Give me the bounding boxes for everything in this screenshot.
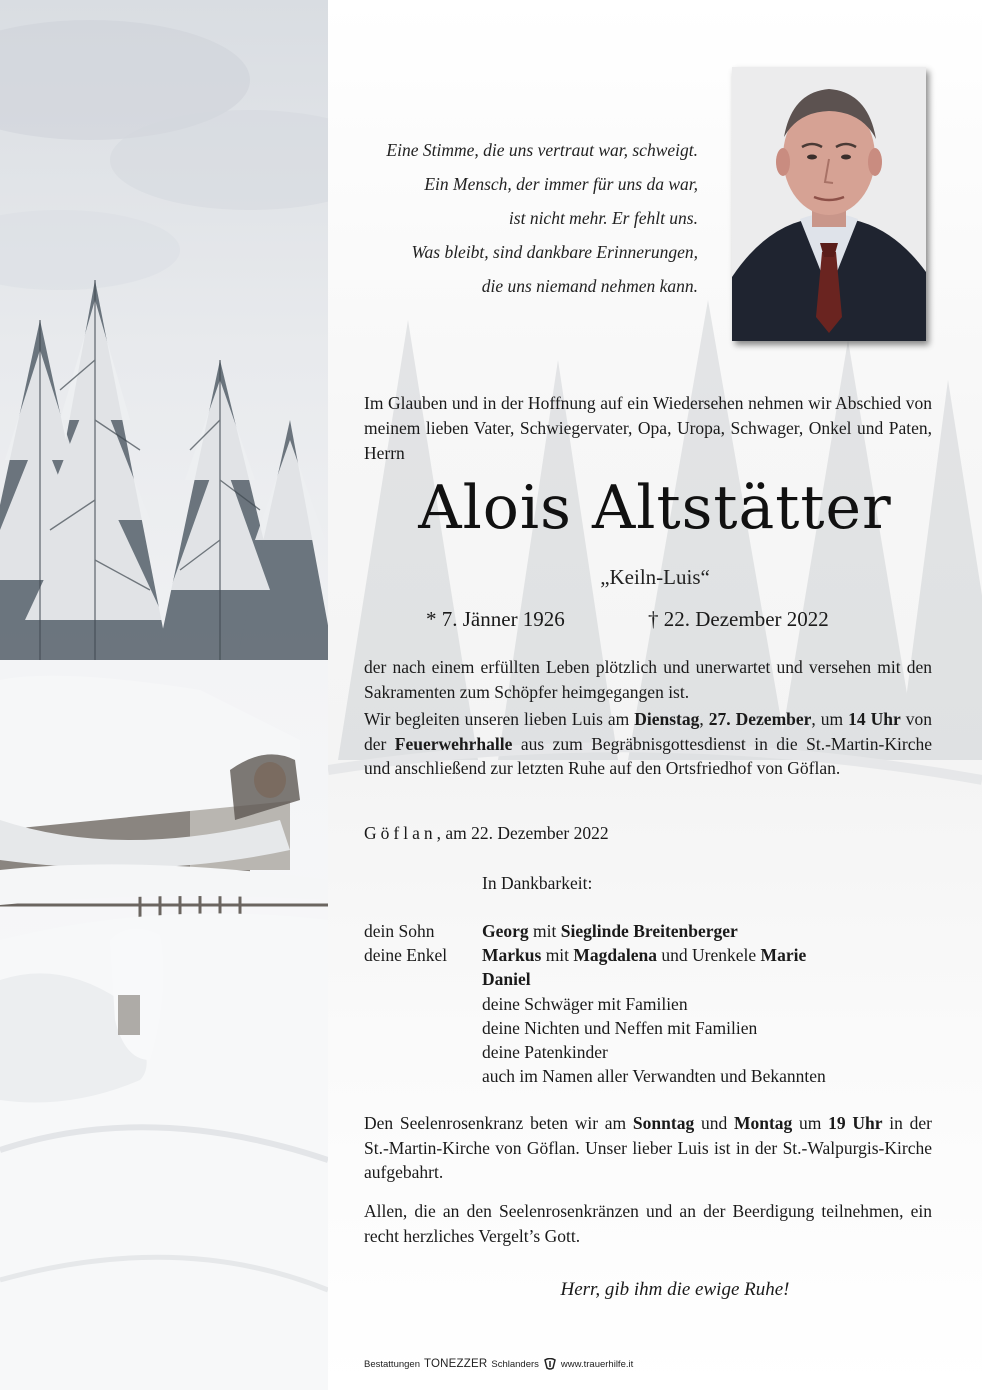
quote-line: Ein Mensch, der immer für uns da war, [424, 174, 698, 194]
winter-landscape-illustration [0, 0, 328, 1390]
gratitude-paragraph: Allen, die an den Seelenrosenkränzen und an der Beerdigung teilnehmen, ein recht herzliches Vergelt’s Gott. [364, 1201, 932, 1246]
quote-line: Eine Stimme, die uns vertraut war, schweigt. [386, 140, 698, 160]
quote-line: Was bleibt, sind dankbare Erinnerungen, [411, 242, 698, 262]
winter-landscape-photo [0, 0, 328, 1390]
memorial-quote [338, 133, 698, 303]
relation-label-grandchildren: deine Enkel [364, 945, 448, 965]
footer [364, 1358, 633, 1370]
footer-brand: TONEZZER [424, 1358, 488, 1370]
death-date: † 22. Dezember 2022 [648, 607, 829, 631]
funeral-paragraph: Wir begleiten unseren lieben Luis am Dienstag, 27. Dezember, um 14 Uhr von der Feuerwehrhalle aus zum Begräbnisgottesdienst in die St.-Martin-Kirche und anschließend zur letzten Ruhe auf den Ortsfriedhof von Göflan. [364, 709, 933, 778]
portrait-illustration [732, 67, 926, 341]
intro-text: Im Glauben und in der Hoffnung auf ein Wiedersehen nehmen wir Abschied von meinem lieben Vater, Schwiegervater, Opa, Uropa, Schwager, Onkel und Paten, Herrn [364, 393, 932, 463]
mourner-line-son: Georg mit Sieglinde Breitenberger [482, 921, 738, 941]
footer-town: Schlanders [491, 1358, 539, 1370]
closing-prayer: Herr, gib ihm die ewige Ruhe! [560, 1279, 790, 1300]
mourner-line: deine Schwäger mit Familien [482, 993, 688, 1014]
footer-prefix: Bestattungen [364, 1358, 420, 1370]
deceased-name: Alois Altstätter [418, 473, 892, 543]
mourner-line: deine Nichten und Neffen mit Familien [482, 1017, 758, 1038]
mourner-line: deine Patenkinder [482, 1042, 608, 1063]
passing-paragraph: der nach einem erfüllten Leben plötzlich und unerwartet und versehen mit den Sakramenten zum Schöpfer heimgegangen ist. [364, 657, 932, 702]
birth-date: * 7. Jänner 1926 [426, 607, 565, 631]
mourner-line-grandchildren: Markus mit Magdalena und Urenkele Marie [482, 945, 807, 966]
portrait-photo [732, 67, 926, 341]
place-name: Göflan [364, 823, 437, 843]
footer-url[interactable]: www.trauerhilfe.it [560, 1358, 634, 1370]
date-text: , am 22. Dezember 2022 [436, 823, 609, 843]
mourner-line-great-grandchild: Daniel [482, 969, 531, 990]
relation-label-son: dein Sohn [364, 921, 435, 941]
mourners-list [482, 919, 942, 1088]
trauerhilfe-logo-icon [543, 1358, 557, 1370]
quote-line: die uns niemand nehmen kann. [481, 276, 698, 296]
mourner-line: auch im Namen aller Verwandten und Bekannten [482, 1066, 826, 1087]
obituary-content [328, 0, 982, 1390]
deceased-nickname: „Keiln-Luis“ [600, 565, 710, 589]
thanks-heading: In Dankbarkeit: [482, 873, 593, 893]
rosary-paragraph: Den Seelenrosenkranz beten wir am Sonntag und Montag um 19 Uhr in der St.-Martin-Kirche von Göflan. Unser lieber Luis ist in der St.-Walpurgis-Kirche aufgebahrt. [364, 1113, 932, 1182]
place-and-date [364, 823, 609, 844]
quote-line: ist nicht mehr. Er fehlt uns. [508, 208, 698, 228]
